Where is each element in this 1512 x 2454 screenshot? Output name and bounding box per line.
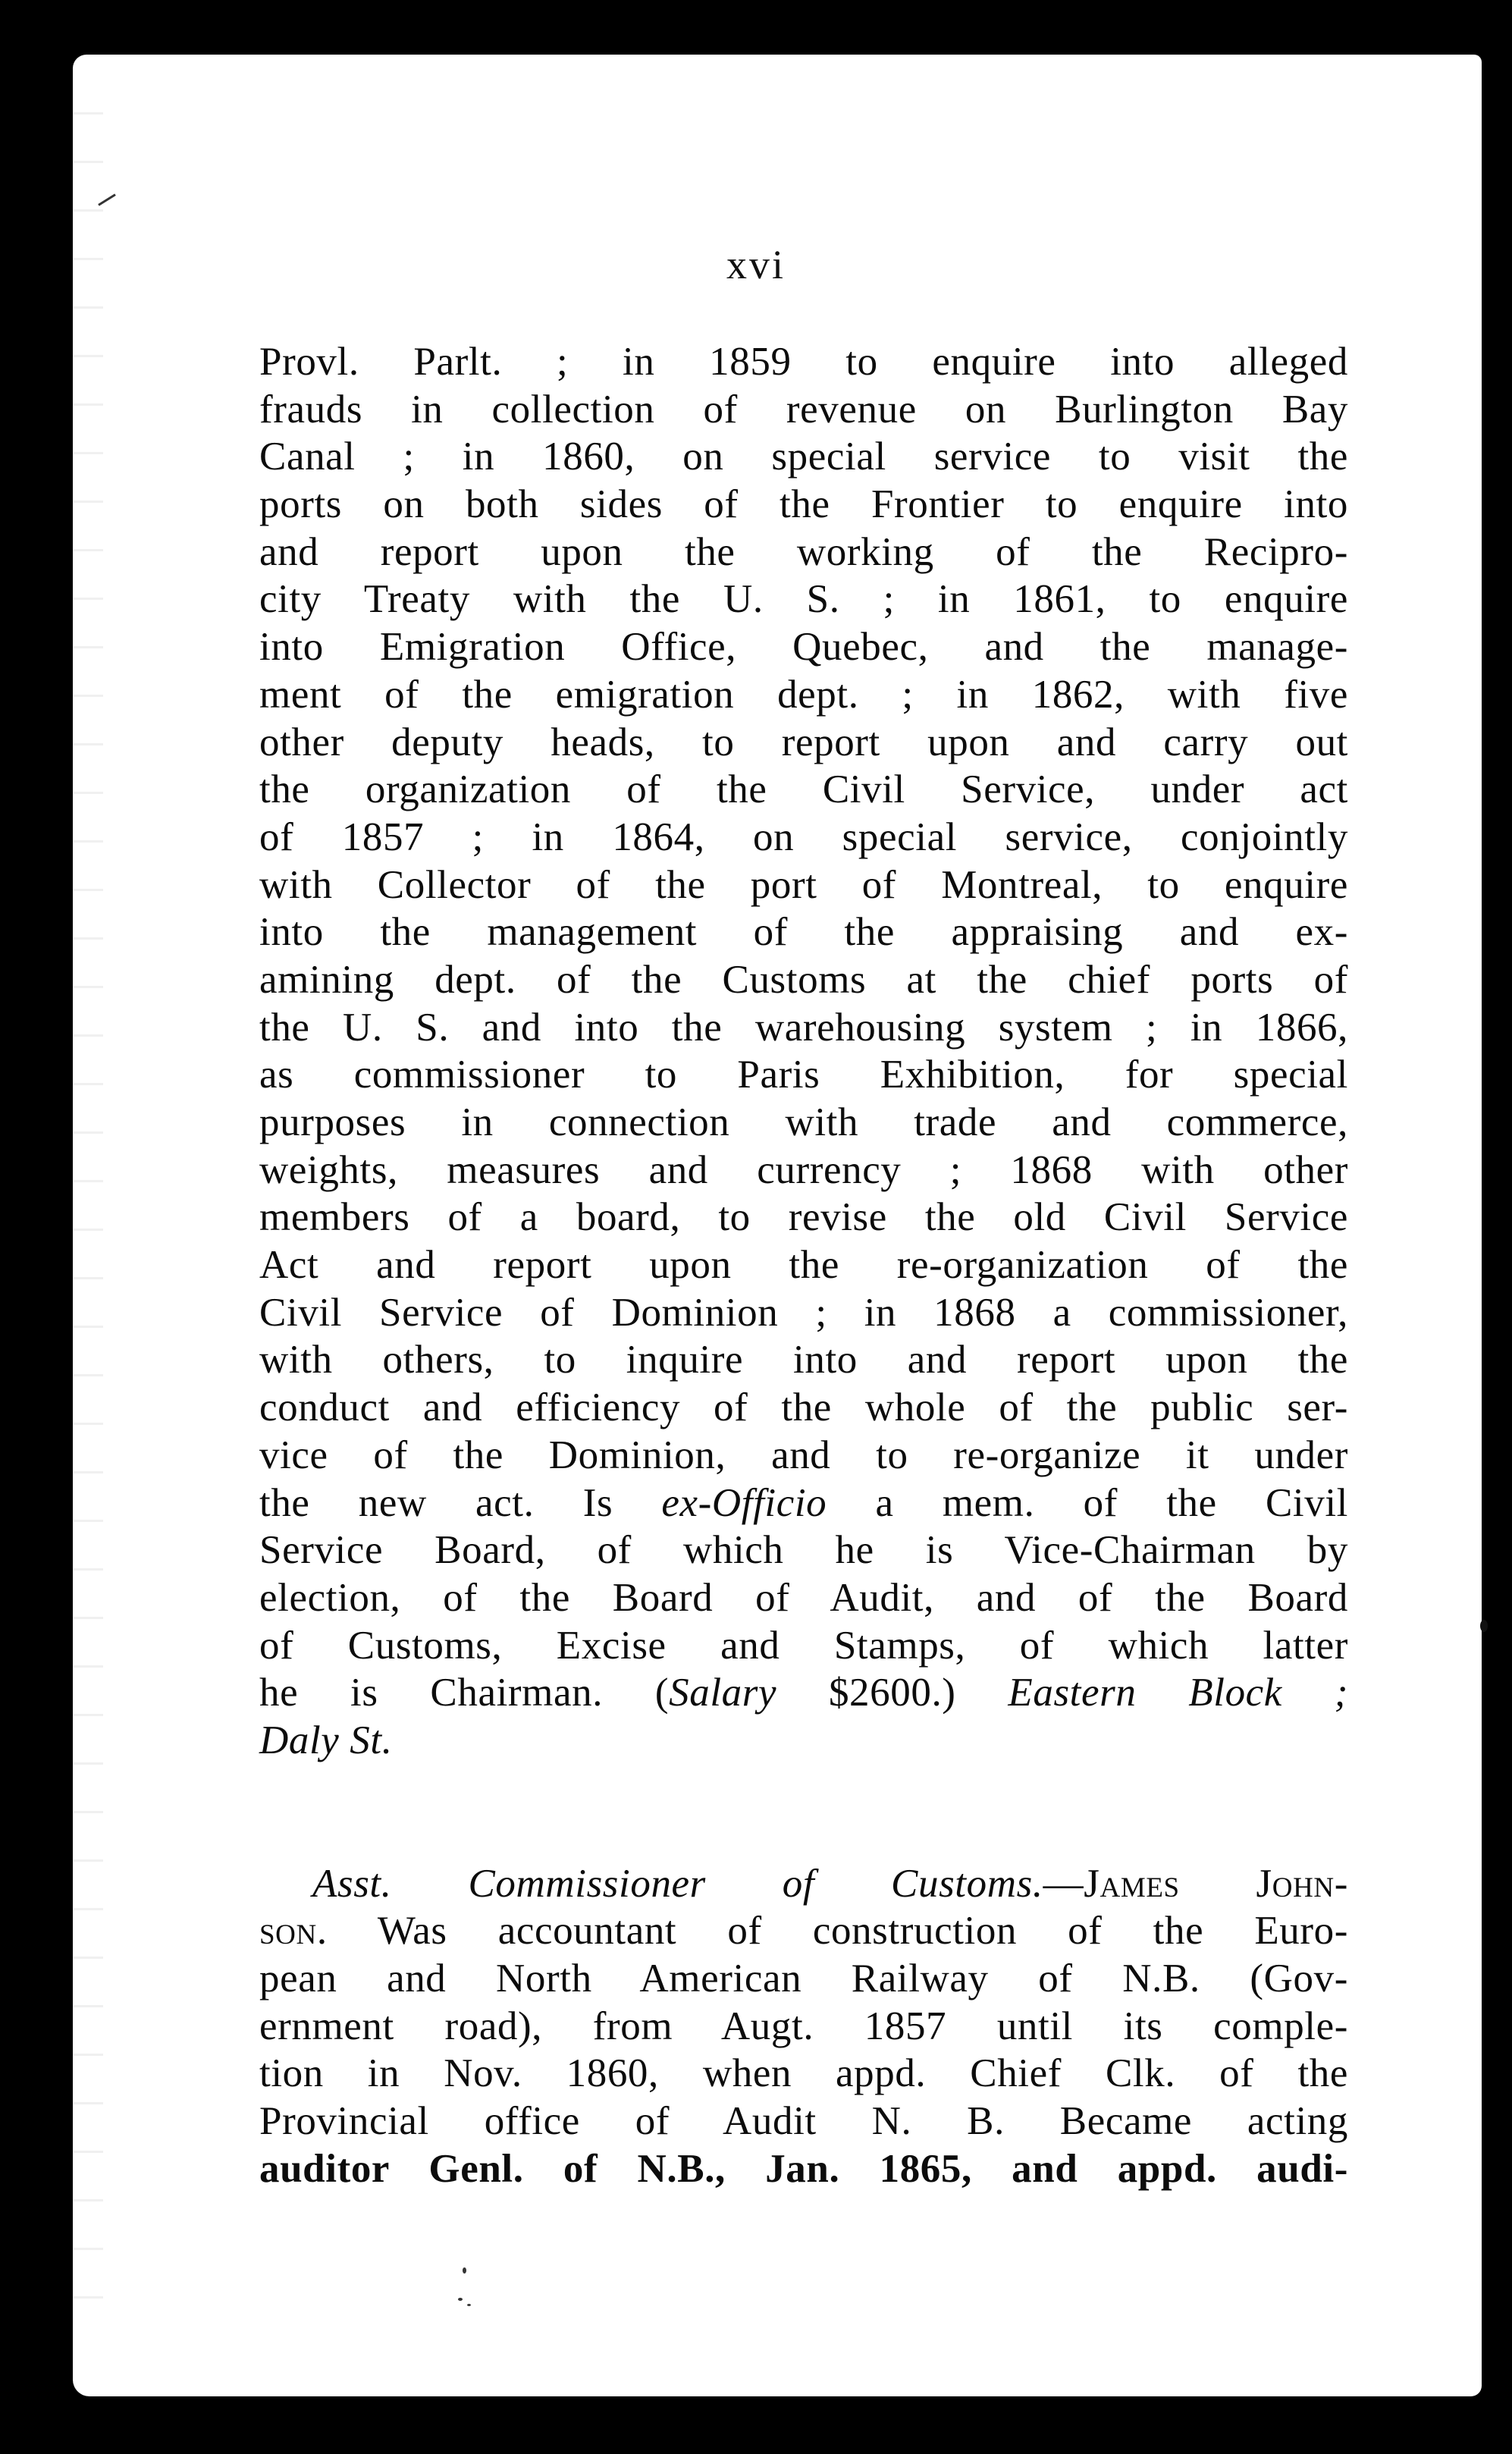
text-run: he is Chairman. (: [259, 1671, 670, 1715]
text-line: Service Board, of which he is Vice-Chairman by: [259, 1528, 1348, 1573]
text-line: of Customs, Excise and Stamps, of which latter: [259, 1623, 1348, 1668]
text-line: into Emigration Office, Quebec, and the manage-: [259, 625, 1348, 670]
italic-term: ex-Officio: [661, 1480, 827, 1525]
text-line: as commissioner to Paris Exhibition, for special: [259, 1053, 1348, 1097]
text-line: pean and North American Railway of N.B. (Gov-: [259, 1957, 1348, 2001]
body-text: [259, 338, 1348, 2192]
text-line: Provincial office of Audit N. B. Became acting: [259, 2099, 1348, 2144]
text-line: auditor Genl. of N.B., Jan. 1865, and appd. audi-: [259, 2146, 1348, 2191]
person-name: son.: [259, 1909, 328, 1953]
text-line: Civil Service of Dominion ; in 1868 a commissioner,: [259, 1290, 1348, 1335]
scan-specks: [455, 2267, 485, 2313]
text-line: Daly St.: [259, 1718, 393, 1762]
text-line: Canal ; in 1860, on special service to visit the: [259, 435, 1348, 479]
text-line: [259, 1669, 1348, 1717]
page-number: xvi: [726, 242, 786, 287]
text-line: with Collector of the port of Montreal, to enquire: [259, 862, 1348, 907]
text-line: frauds in collection of revenue on Burlington Bay: [259, 387, 1348, 431]
text-line: amining dept. of the Customs at the chief ports of: [259, 957, 1348, 1002]
text-line: into the management of the appraising and ex-: [259, 910, 1348, 955]
text-line: ment of the emigration dept. ; in 1862, with five: [259, 672, 1348, 717]
entry-heading: Asst. Commissioner of Customs.: [312, 1861, 1043, 1906]
text-line: tion in Nov. 1860, when appd. Chief Clk. of the: [259, 2051, 1348, 2096]
text-line: [259, 1480, 1348, 1527]
page-edge-shadow: [73, 91, 103, 2336]
text-line: and report upon the working of the Recipro-: [259, 529, 1348, 574]
text-line: with others, to inquire into and report upon the: [259, 1338, 1348, 1382]
text-line: Provl. Parlt. ; in 1859 to enquire into alleged: [259, 340, 1348, 384]
text-line: ernment road), from Augt. 1857 until its comple-: [259, 2004, 1348, 2048]
person-name: James John-: [1084, 1861, 1348, 1906]
text-line: members of a board, to revise the old Civil Service: [259, 1195, 1348, 1240]
text-run: a mem. of the Civil: [827, 1480, 1348, 1525]
text-line: ports on both sides of the Frontier to enquire into: [259, 482, 1348, 527]
text-line: Act and report upon the re-organization of the: [259, 1243, 1348, 1288]
italic-term: Salary: [669, 1671, 777, 1715]
text-line: weights, measures and currency ; 1868 with other: [259, 1147, 1348, 1192]
dash: —: [1043, 1861, 1084, 1906]
text-run: $2600.): [776, 1671, 1009, 1715]
text-line: the U. S. and into the warehousing system ; in 1866,: [259, 1005, 1348, 1050]
text-line: the organization of the Civil Service, under act: [259, 767, 1348, 812]
text-line: city Treaty with the U. S. ; in 1861, to enquire: [259, 577, 1348, 622]
text-line: other deputy heads, to report upon and carry out: [259, 720, 1348, 764]
text-line: conduct and efficiency of the whole of the public ser-: [259, 1385, 1348, 1430]
text-run: the new act. Is: [259, 1480, 662, 1525]
paragraph-gap: [259, 1765, 1348, 1860]
text-line: purposes in connection with trade and commerce,: [259, 1100, 1348, 1144]
text-run: Was accountant of construction of the Euro-: [327, 1909, 1348, 1953]
text-line: election, of the Board of Audit, and of the Board: [259, 1575, 1348, 1620]
text-line: [259, 1907, 1348, 1955]
margin-dot: [1480, 1620, 1488, 1632]
text-line: vice of the Dominion, and to re-organize it under: [259, 1433, 1348, 1477]
text-line: [259, 1860, 1348, 1908]
italic-address: Eastern Block ;: [1008, 1671, 1348, 1715]
text-line: of 1857 ; in 1864, on special service, conjointly: [259, 814, 1348, 859]
